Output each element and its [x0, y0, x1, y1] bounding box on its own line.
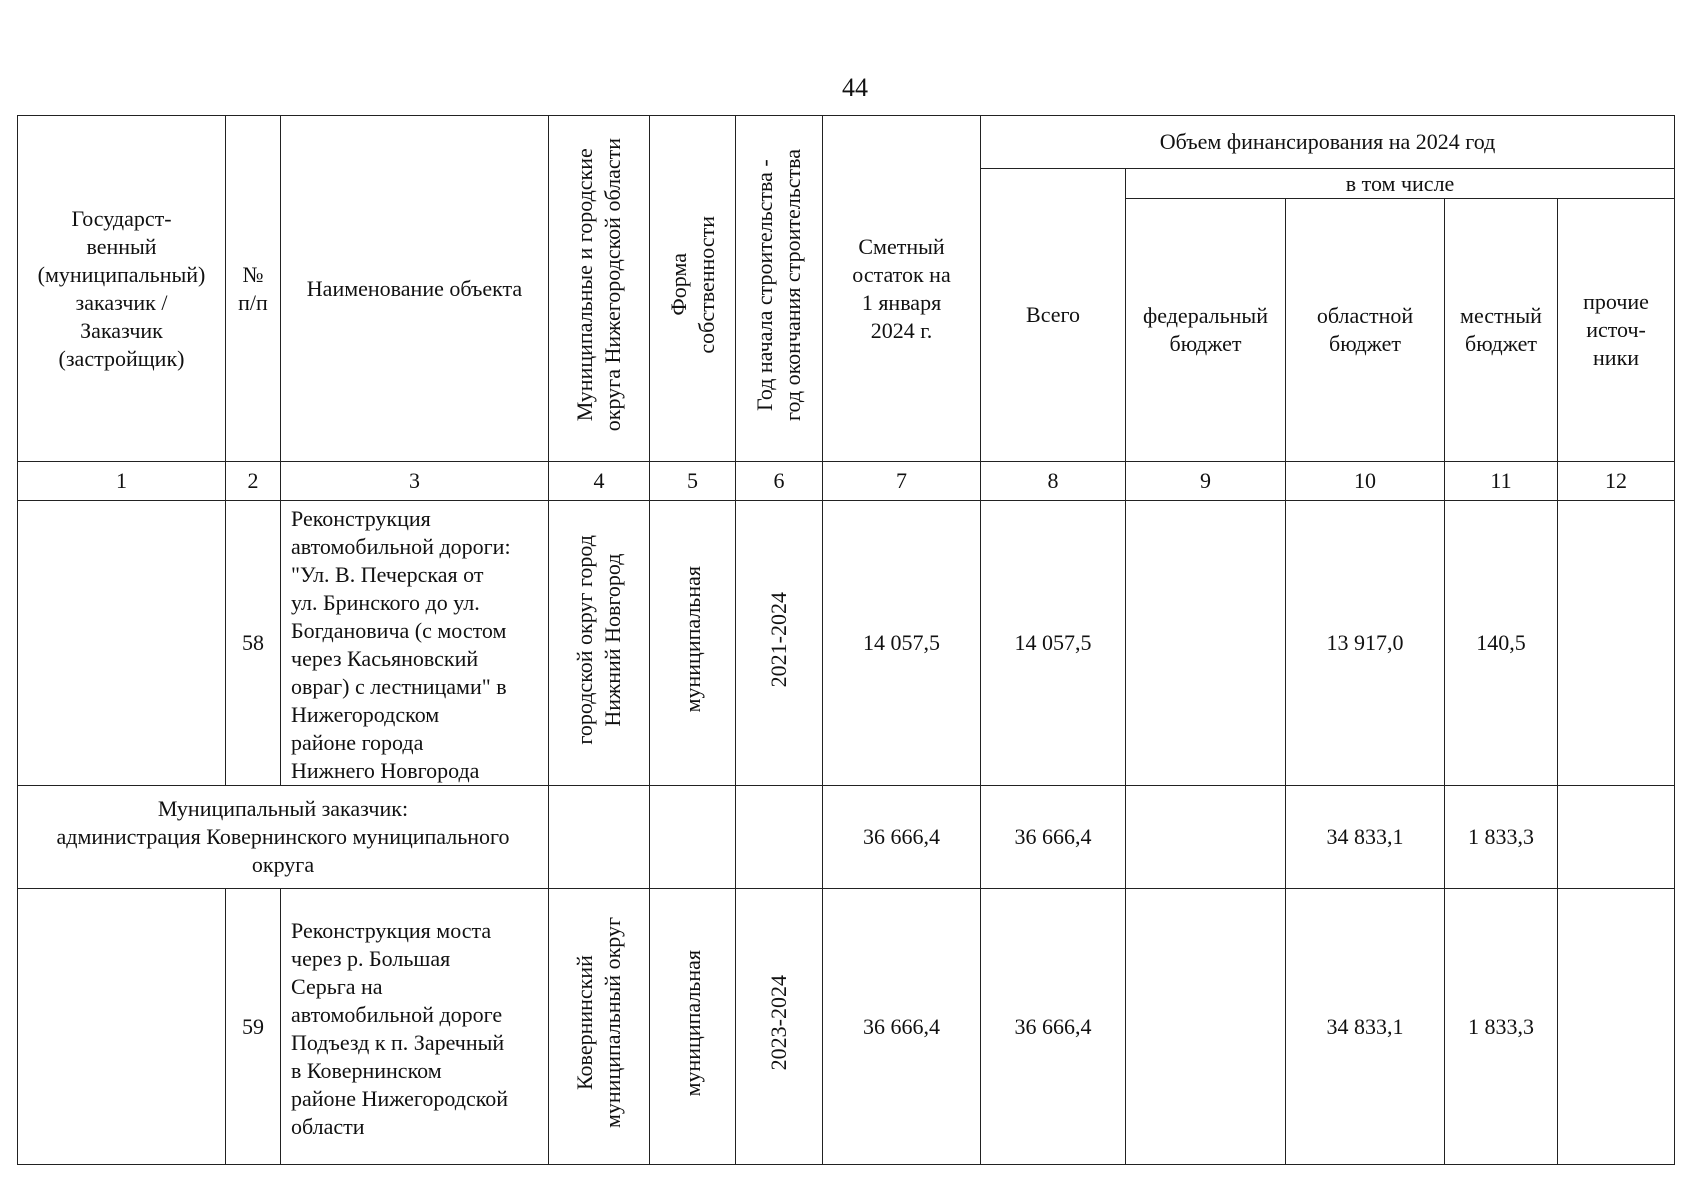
header-total: Всего — [981, 169, 1126, 462]
row-ownership: муниципальная — [650, 501, 736, 786]
subtotal-empty — [736, 786, 823, 889]
subtotal-total: 36 666,4 — [981, 786, 1126, 889]
subtotal-empty — [650, 786, 736, 889]
subtotal-other — [1558, 786, 1675, 889]
table-row — [18, 501, 1675, 786]
row-federal — [1126, 501, 1286, 786]
column-number: 3 — [281, 462, 549, 501]
row-balance: 36 666,4 — [823, 889, 981, 1165]
column-number: 11 — [1445, 462, 1558, 501]
column-number: 9 — [1126, 462, 1286, 501]
column-number: 2 — [226, 462, 281, 501]
header-local: местный бюджет — [1445, 199, 1558, 462]
row-years: 2021-2024 — [736, 501, 823, 786]
header-federal: федеральный бюджет — [1126, 199, 1286, 462]
header-years: Год начала строительства - год окончания строительства — [736, 116, 823, 462]
row-customer — [18, 889, 226, 1165]
subtotal-empty — [549, 786, 650, 889]
column-number: 1 — [18, 462, 226, 501]
header-including: в том числе — [1126, 169, 1675, 199]
column-number: 5 — [650, 462, 736, 501]
header-ownership: Форма собственности — [650, 116, 736, 462]
header-customer: Государст- венный (муниципальный) заказчик / Заказчик (застройщик) — [18, 116, 226, 462]
row-district: городской округ город Нижний Новгород — [549, 501, 650, 786]
row-regional: 13 917,0 — [1286, 501, 1445, 786]
subtotal-federal — [1126, 786, 1286, 889]
subtotal-local: 1 833,3 — [1445, 786, 1558, 889]
subtotal-balance: 36 666,4 — [823, 786, 981, 889]
header-row-1 — [18, 116, 1675, 169]
column-number: 7 — [823, 462, 981, 501]
subtotal-regional: 34 833,1 — [1286, 786, 1445, 889]
header-other: прочие источ- ники — [1558, 199, 1675, 462]
row-regional: 34 833,1 — [1286, 889, 1445, 1165]
column-numbers-row — [18, 462, 1675, 501]
column-number: 4 — [549, 462, 650, 501]
row-other — [1558, 501, 1675, 786]
row-ownership: муниципальная — [650, 889, 736, 1165]
column-number: 8 — [981, 462, 1126, 501]
customer-subtotal-row — [18, 786, 1675, 889]
row-number: 59 — [226, 889, 281, 1165]
row-local: 140,5 — [1445, 501, 1558, 786]
row-local: 1 833,3 — [1445, 889, 1558, 1165]
row-other — [1558, 889, 1675, 1165]
row-number: 58 — [226, 501, 281, 786]
header-estimated-balance: Сметный остаток на 1 января 2024 г. — [823, 116, 981, 462]
column-number: 12 — [1558, 462, 1675, 501]
row-object-name: Реконструкция автомобильной дороги: "Ул. В. Печерская от ул. Бринского до ул. Богдановича (с мостом через Касьяновский овраг) с лестницами" в Нижегородском районе города Нижнего Новгорода — [281, 501, 549, 786]
header-funding-group: Объем финансирования на 2024 год — [981, 116, 1675, 169]
row-years: 2023-2024 — [736, 889, 823, 1165]
page-number: 44 — [842, 73, 868, 102]
row-customer — [18, 501, 226, 786]
row-total: 14 057,5 — [981, 501, 1126, 786]
row-object-name: Реконструкция моста через р. Большая Серьга на автомобильной дороге Подъезд к п. Заречный в Ковернинском районе Нижегородской области — [281, 889, 549, 1165]
column-number: 10 — [1286, 462, 1445, 501]
customer-subtotal-label: Муниципальный заказчик: администрация Ковернинского муниципального округа — [18, 786, 549, 889]
row-total: 36 666,4 — [981, 889, 1126, 1165]
row-balance: 14 057,5 — [823, 501, 981, 786]
column-number: 6 — [736, 462, 823, 501]
header-number: № п/п — [226, 116, 281, 462]
financing-table — [17, 115, 1675, 1165]
row-district: Ковернинский муниципальный округ — [549, 889, 650, 1165]
header-regional: областной бюджет — [1286, 199, 1445, 462]
header-district: Муниципальные и городские округа Нижегородской области — [549, 116, 650, 462]
row-federal — [1126, 889, 1286, 1165]
header-object-name: Наименование объекта — [281, 116, 549, 462]
table-row — [18, 889, 1675, 1165]
